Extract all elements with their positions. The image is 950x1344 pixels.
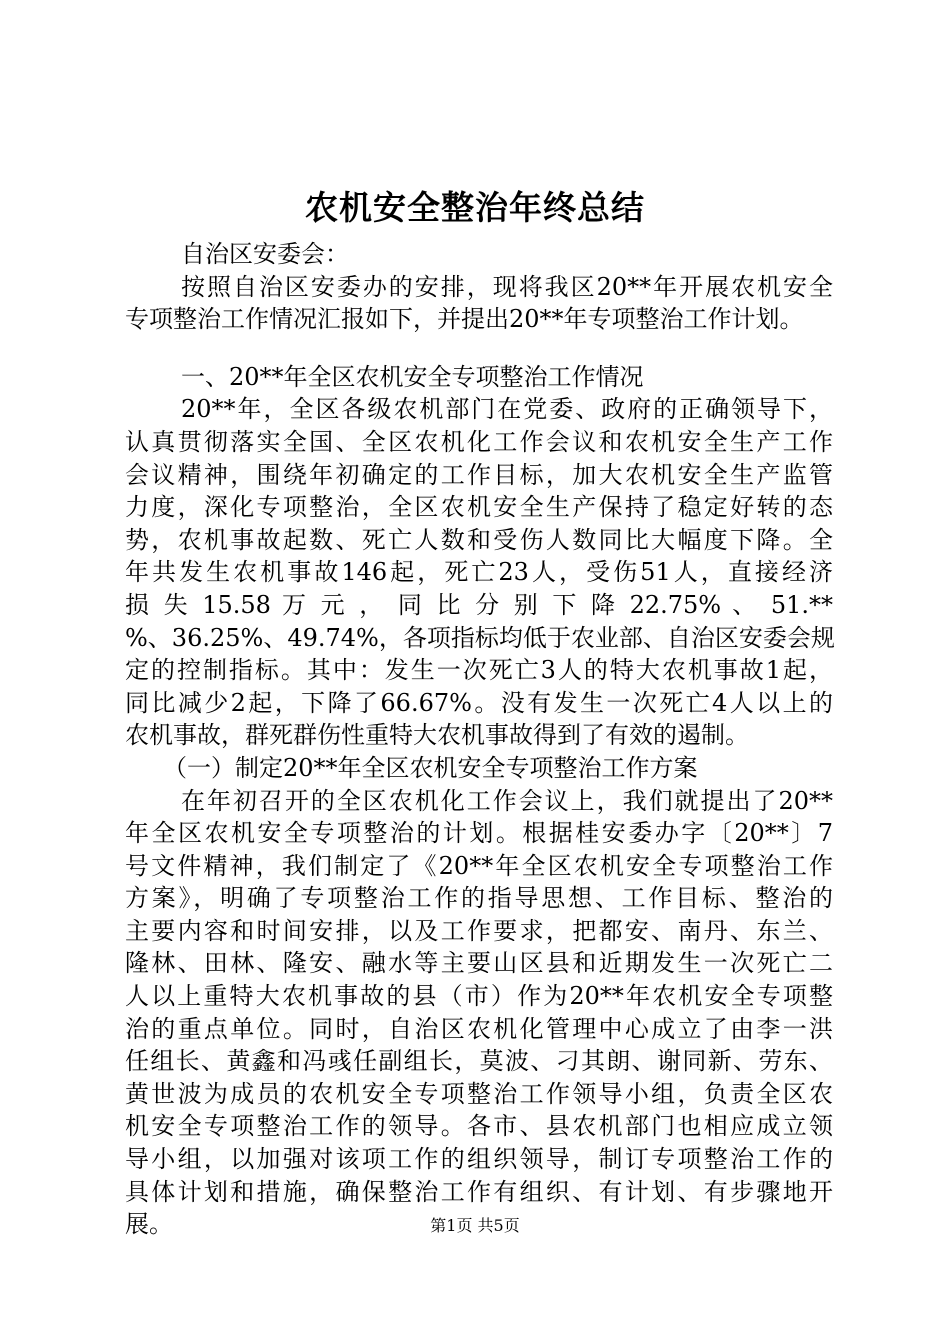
paragraph-line: 隆林、田林、隆安、融水等主要山区县和近期发生一次死亡二 [125,949,833,978]
document-title: 农机安全整治年终总结 [305,188,645,227]
paragraph-line: 号文件精神，我们制定了《20**年全区农机安全专项整治工作 [125,851,833,880]
section-heading: 一、20**年全区农机安全专项整治工作情况 [181,362,644,391]
paragraph-line: 20**年，全区各级农机部门在党委、政府的正确领导下， [181,395,833,424]
paragraph-line: 定的控制指标。其中：发生一次死亡3人的特大农机事故1起， [125,656,833,685]
paragraph-line: 在年初召开的全区农机化工作会议上，我们就提出了20** [181,786,833,815]
paragraph-line: 机安全专项整治工作的领导。各市、县农机部门也相应成立领 [125,1112,833,1141]
paragraph-line: 方案》，明确了专项整治工作的指导思想、工作目标、整治的 [125,884,833,913]
paragraph-line: 损 失 15.58 万 元 ， 同 比 分 别 下 降 22.75% 、 51.** [125,590,833,619]
paragraph-line: 人以上重特大农机事故的县（市）作为20**年农机安全专项整 [125,982,833,1011]
paragraph-line: 年共发生农机事故146起，死亡23人，受伤51人，直接经济 [125,558,833,587]
paragraph-line: 具体计划和措施，确保整治工作有组织、有计划、有步骤地开 [125,1177,833,1206]
paragraph-line: 治的重点单位。同时，自治区农机化管理中心成立了由李一洪 [125,1014,833,1043]
paragraph-line: 黄世波为成员的农机安全专项整治工作领导小组，负责全区农 [125,1079,833,1108]
paragraph-line: 同比减少2起，下降了66.67%。没有发生一次死亡4人以上的 [125,688,833,717]
paragraph-line: 认真贯彻落实全国、全区农机化工作会议和农机安全生产工作 [125,427,833,456]
paragraph-line: 主要内容和时间安排，以及工作要求，把都安、南丹、东兰、 [125,916,833,945]
paragraph-line: 农机事故，群死群伤性重特大农机事故得到了有效的遏制。 [125,721,749,750]
paragraph-line: 展。 [125,1210,173,1239]
blank-spacer [125,336,833,361]
salutation-line: 自治区安委会： [181,240,349,268]
paragraph-line: 任组长、黄鑫和冯彧任副组长，莫波、刁其朗、谢同新、劳东、 [125,1047,833,1076]
paragraph-line: 按照自治区安委办的安排，现将我区20**年开展农机安全 [181,272,833,301]
paragraph-line: 专项整治工作情况汇报如下，并提出20**年专项整治工作计划。 [125,305,804,334]
paragraph-line: 力度，深化专项整治，全区农机安全生产保持了稳定好转的态 [125,493,833,522]
subsection-heading: （一）制定20**年全区农机安全专项整治工作方案 [163,753,698,782]
paragraph-line: 年全区农机安全专项整治的计划。根据桂安委办字〔20**〕7 [125,819,833,848]
paragraph-line: 会议精神，围绕年初确定的工作目标，加大农机安全生产监管 [125,460,833,489]
paragraph-line: 导小组，以加强对该项工作的组织领导，制订专项整治工作的 [125,1145,833,1174]
paragraph-line: 势，农机事故起数、死亡人数和受伤人数同比大幅度下降。全 [125,525,833,554]
document-body [125,238,833,1241]
paragraph-line: %、36.25%、49.74%，各项指标均低于农业部、自治区安委会规 [125,623,835,652]
page-footer: 第1页 共5页 [430,1216,520,1235]
